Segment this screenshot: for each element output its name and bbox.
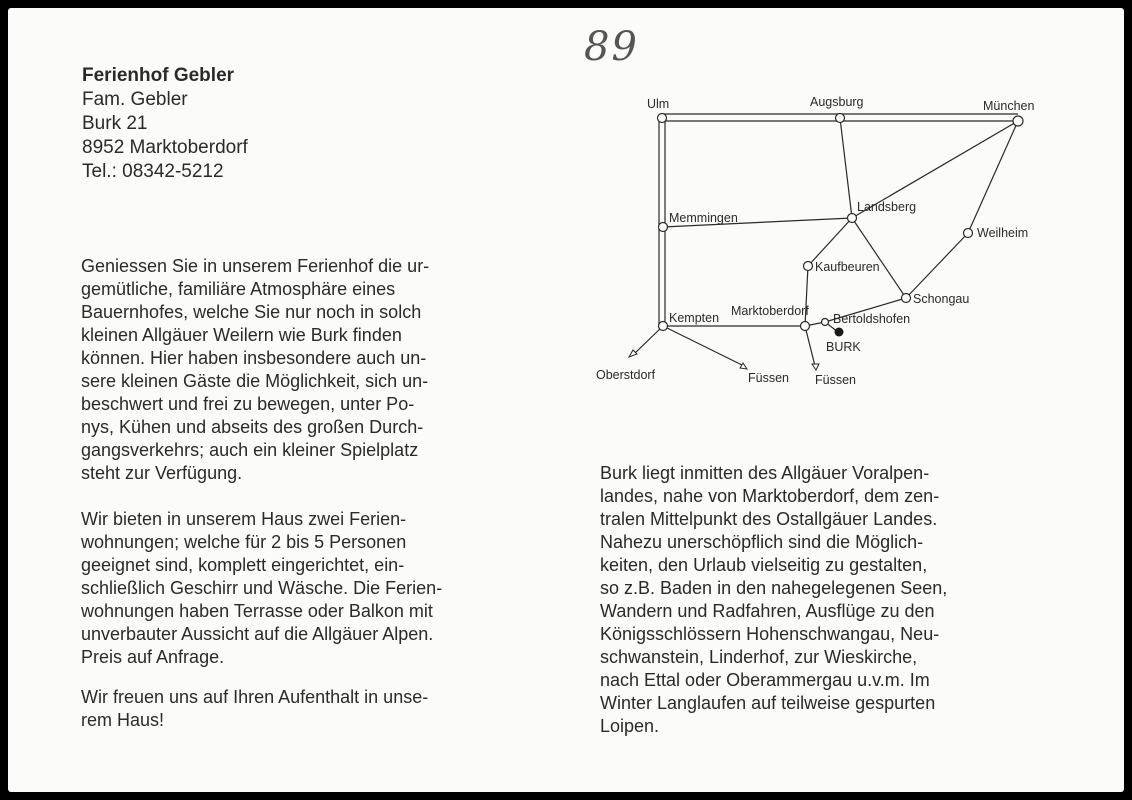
fuessen-label: Füssen <box>748 371 789 385</box>
text-line: Wir freuen uns auf Ihren Aufenthalt in unse- <box>81 687 429 707</box>
intro-paragraph <box>81 255 523 485</box>
ulm-marker <box>658 114 667 123</box>
text-line: Bauernhofes, welche Sie nur noch in solch <box>81 302 422 322</box>
schongau-marker <box>902 294 911 303</box>
text-line: gangsverkehrs; auch ein kleiner Spielplatz <box>81 440 419 460</box>
weilheim-marker <box>964 229 973 238</box>
closing-paragraph <box>81 686 523 732</box>
handwritten-number: 89 <box>584 24 639 70</box>
text-line: keiten, den Urlaub vielseitig zu gestalten, <box>600 555 928 575</box>
memmingen-label: Memmingen <box>669 211 738 225</box>
landsberg-marker <box>848 214 857 223</box>
text-line: schwanstein, Linderhof, zur Wieskirche, <box>600 647 918 667</box>
route-map <box>590 88 1060 393</box>
text-line: können. Hier haben insbesondere auch un- <box>81 348 427 368</box>
ulm-label: Ulm <box>647 97 670 111</box>
augsburg-label: Augsburg <box>810 95 864 109</box>
marktoberdorf-label: Marktoberdorf <box>731 304 809 318</box>
marktoberdorf-marker <box>801 322 810 331</box>
text-line: landes, nahe von Marktoberdorf, dem zen- <box>600 486 940 506</box>
apartments-paragraph <box>81 508 523 669</box>
burk-label: BURK <box>826 340 861 354</box>
text-line: kleinen Allgäuer Weilern wie Burk finden <box>81 325 402 345</box>
text-line: Burk liegt inmitten des Allgäuer Voralpen- <box>600 463 930 483</box>
kempten-label: Kempten <box>669 311 720 325</box>
family-name: Fam. Gebler <box>82 89 188 110</box>
text-line: geeignet sind, komplett eingerichtet, ein- <box>81 555 405 575</box>
augsburg-marker <box>836 114 845 123</box>
memmingen-marker <box>659 223 668 232</box>
text-line: rem Haus! <box>81 710 165 730</box>
town-labels <box>596 95 1034 387</box>
text-line: Winter Langlaufen auf teilweise gespurten <box>600 693 936 713</box>
text-line: steht zur Verfügung. <box>81 463 243 483</box>
text-line: Geniessen Sie in unserem Ferienhof die ur- <box>81 256 430 276</box>
phone: Tel.: 08342-5212 <box>82 161 224 182</box>
kaufbeuren-marker <box>804 262 813 271</box>
text-line: sere kleinen Gäste die Möglichkeit, sich un- <box>81 371 429 391</box>
direction-arrows <box>629 350 819 370</box>
kempten-marker <box>659 322 668 331</box>
muenchen-marker <box>1013 116 1023 126</box>
text-line: unverbauter Aussicht auf die Allgäuer Alpen. <box>81 624 434 644</box>
text-line: beschwert und frei zu bewegen, unter Po- <box>81 394 415 414</box>
region-paragraph <box>600 462 1043 738</box>
text-line: schließlich Geschirr und Wäsche. Die Ferien- <box>81 578 443 598</box>
fuessen-label: Füssen <box>815 373 856 387</box>
text-line: nys, Kühen und abseits des großen Durch- <box>81 417 424 437</box>
text-line: wohnungen haben Terrasse oder Balkon mit <box>81 601 433 621</box>
schongau-label: Schongau <box>913 292 970 306</box>
address-block <box>82 64 248 184</box>
text-line: nach Ettal oder Oberammergau u.v.m. Im <box>600 670 930 690</box>
text-line: gemütliche, familiäre Atmosphäre eines <box>81 279 396 299</box>
road-lines <box>634 114 1018 366</box>
text-line: Wir bieten in unserem Haus zwei Ferien- <box>81 509 407 529</box>
weilheim-label: Weilheim <box>977 226 1029 240</box>
muenchen-label: München <box>983 99 1035 113</box>
text-line: Nahezu unerschöpflich sind die Möglich- <box>600 532 924 552</box>
bertoldshofen-label: Bertoldshofen <box>833 312 911 326</box>
kaufbeuren-label: Kaufbeuren <box>815 260 880 274</box>
text-line: Preis auf Anfrage. <box>81 647 225 667</box>
text-line: so z.B. Baden in den nahegelegenen Seen, <box>600 578 948 598</box>
farm-name: Ferienhof Gebler <box>82 65 235 86</box>
text-line: Wandern und Radfahren, Ausflüge zu den <box>600 601 935 621</box>
text-line: Loipen. <box>600 716 660 736</box>
oberstdorf-label: Oberstdorf <box>596 368 656 382</box>
text-line: Königsschlössern Hohenschwangau, Neu- <box>600 624 940 644</box>
street: Burk 21 <box>82 113 148 134</box>
bertoldshofen-marker <box>822 319 829 326</box>
landsberg-label: Landsberg <box>857 200 917 214</box>
text-line: wohnungen; welche für 2 bis 5 Personen <box>81 532 407 552</box>
city: 8952 Marktoberdorf <box>82 137 248 158</box>
text-line: tralen Mittelpunkt des Ostallgäuer Landes. <box>600 509 938 529</box>
burk-marker <box>835 328 844 337</box>
